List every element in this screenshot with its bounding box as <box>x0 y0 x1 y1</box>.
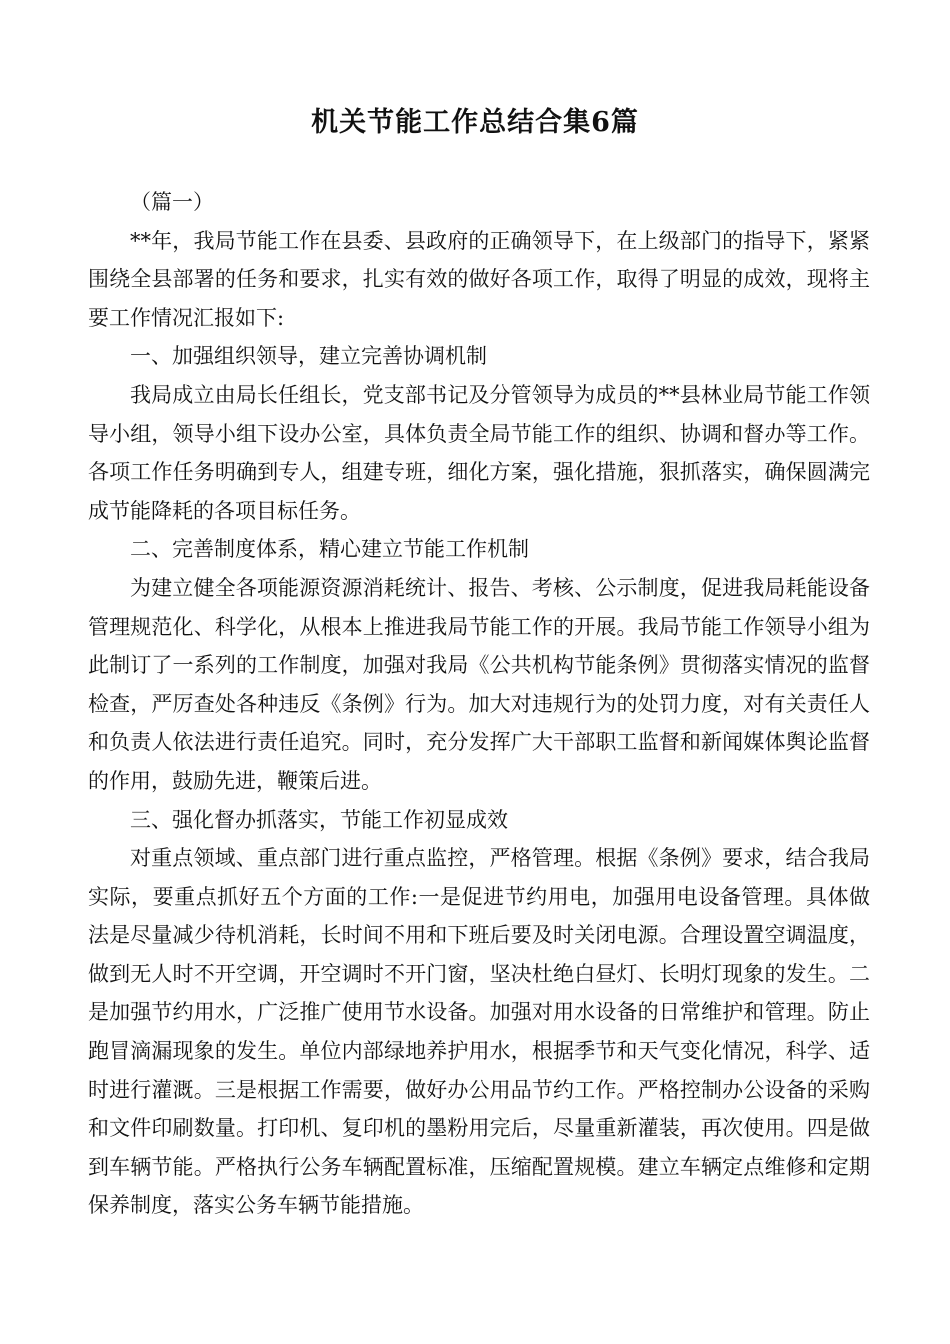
heading-3: 三、强化督办抓落实，节能工作初显成效 <box>130 807 508 832</box>
paragraph-2: 为建立健全各项能源资源消耗统计、报告、考核、公示制度，促进我局耗能设备管理规范化、科学化，从根本上推进我局节能工作的开展。我局节能工作领导小组为此制订了一系列的工作制度，加强对我局《公共机构节能条例》贯彻落实情况的监督检查，严厉查处各种违反《条例》行为。加大对违规行为的处罚力度，对有关责任人和负责人依法进行责任追究。同时，充分发挥广大干部职工监督和新闻媒体舆论监督的作用，鼓励先进，鞭策后进。 <box>88 575 870 793</box>
paragraph-intro: **年，我局节能工作在县委、县政府的正确领导下，在上级部门的指导下，紧紧围绕全县部署的任务和要求，扎实有效的做好各项工作，取得了明显的成效，现将主要工作情况汇报如下: <box>88 228 870 330</box>
section-label: （篇一） <box>130 190 214 214</box>
paragraph-3: 对重点领域、重点部门进行重点监控，严格管理。根据《条例》要求，结合我局实际，要重点抓好五个方面的工作:一是促进节约用电，加强用电设备管理。具体做法是尽量减少待机消耗，长时间不用和下班后要及时关闭电源。合理设置空调温度，做到无人时不开空调，开空调时不开门窗，坚决杜绝白昼灯、长明灯现象的发生。二是加强节约用水，广泛推广使用节水设备。加强对用水设备的日常维护和管理。防止跑冒滴漏现象的发生。单位内部绿地养护用水，根据季节和天气变化情况，科学、适时进行灌溉。三是根据工作需要，做好办公用品节约工作。严格控制办公设备的采购和文件印刷数量。打印机、复印机的墨粉用完后，尽量重新灌装，再次使用。四是做到车辆节能。严格执行公务车辆配置标准，压缩配置规模。建立车辆定点维修和定期保养制度，落实公务车辆节能措施。 <box>88 846 870 1218</box>
heading-1: 一、加强组织领导，建立完善协调机制 <box>130 344 487 369</box>
heading-2: 二、完善制度体系，精心建立节能工作机制 <box>130 537 529 562</box>
paragraph-1: 我局成立由局长任组长，党支部书记及分管领导为成员的**县林业局节能工作领导小组，领导小组下设办公室，具体负责全局节能工作的组织、协调和督办等工作。各项工作任务明确到专人，组建专班，细化方案，强化措施，狠抓落实，确保圆满完成节能降耗的各项目标任务。 <box>88 382 870 523</box>
document-title: 机关节能工作总结合集6篇 <box>311 107 639 138</box>
document-body <box>88 183 870 1225</box>
